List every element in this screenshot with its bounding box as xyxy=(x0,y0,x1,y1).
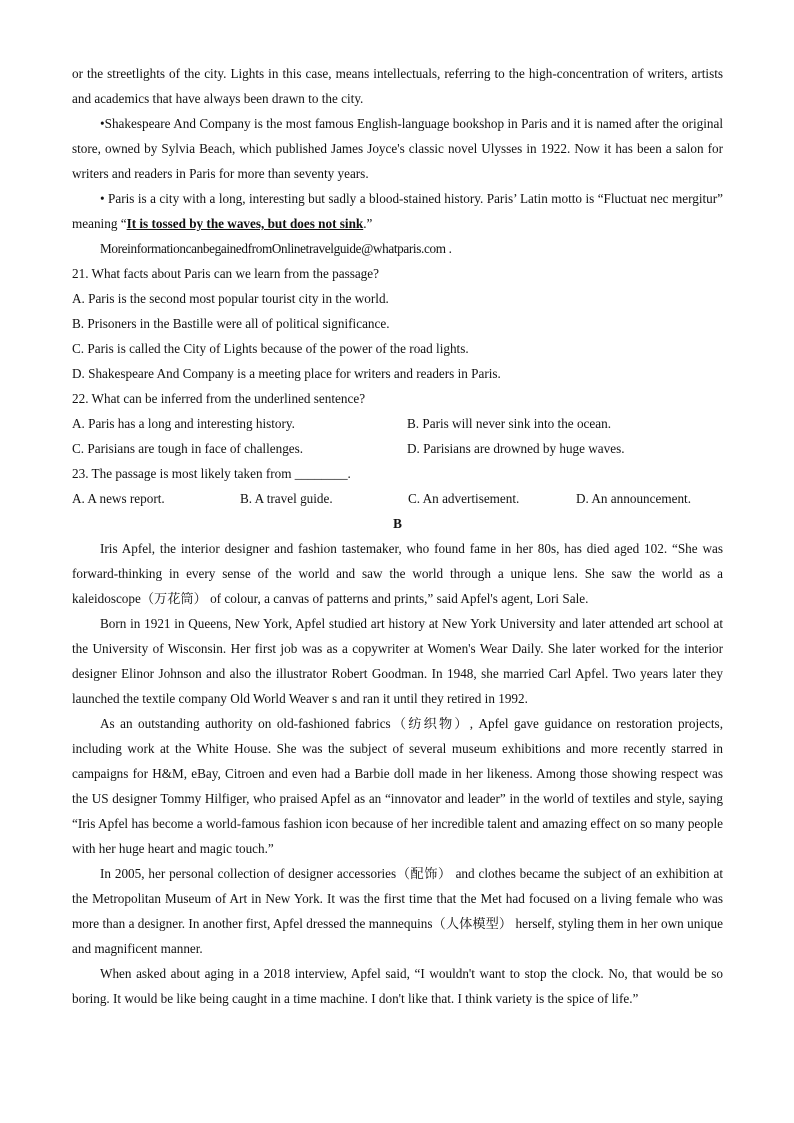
motto-intro: • Paris is a city with a long, interesting but sadly a blood-stained history. Paris’ Latin motto is “Fluctuat nec mergitur” meaning “ xyxy=(72,191,723,231)
question-option: C. Paris is called the City of Lights because of the power of the road lights. xyxy=(72,341,469,356)
more-info-line: MoreinformationcanbegainedfromOnlinetravelguide@whatparis.com . xyxy=(100,241,452,256)
question-option: C. An advertisement. xyxy=(408,491,520,506)
question-21 xyxy=(72,261,723,386)
passage-a-paragraph xyxy=(72,186,723,236)
question-option: D. Parisians are drowned by huge waves. xyxy=(407,441,625,456)
passage-a-paragraph: •Shakespeare And Company is the most famous English-language bookshop in Paris and it is named after the original store, owned by Sylvia Beach, which published James Joyce's classic novel Ulysses in 1922. Now it has been a salon for writers and readers in Paris for more than seventy years. xyxy=(72,116,723,181)
passage-b-paragraph: Iris Apfel, the interior designer and fashion tastemaker, who found fame in her 80s, has died aged 102. “She was forward-thinking in every sense of the world and saw the world through a unique lens. She saw the world as a kaleidoscope（万花筒） of colour, a canvas of patterns and prints,” said Apfel's agent, Lori Sale. xyxy=(72,541,723,606)
question-stem: 23. The passage is most likely taken from ________. xyxy=(72,466,351,481)
question-option: A. Paris is the second most popular tourist city in the world. xyxy=(72,291,389,306)
question-stem: 21. What facts about Paris can we learn from the passage? xyxy=(72,266,379,281)
passage-b-paragraph: As an outstanding authority on old-fashioned fabrics（纺织物）, Apfel gave guidance on restoration projects, including work at the White House. She was the subject of several museum exhibitions and more recently starred in campaigns for H&M, eBay, Citroen and even had a Barbie doll made in her likeness. Among those showing respect was the US designer Tommy Hilfiger, who praised Apfel as an “innovator and leader” in the world of textiles and style, saying “Iris Apfel has become a world-famous fashion icon because of her incredible talent and amazing effect on so many people with her huge heart and magic touch.” xyxy=(72,716,723,856)
question-option: D. Shakespeare And Company is a meeting place for writers and readers in Paris. xyxy=(72,366,501,381)
section-b-heading: B xyxy=(393,516,402,531)
question-option: D. An announcement. xyxy=(576,491,691,506)
option-grid xyxy=(72,411,723,461)
underlined-sentence: It is tossed by the waves, but does not sink xyxy=(126,216,364,231)
question-option: B. Paris will never sink into the ocean. xyxy=(407,416,612,431)
passage-a-paragraph: or the streetlights of the city. Lights in this case, means intellectuals, referring to the high-concentration of writers, artists and academics that have always been drawn to the city. xyxy=(72,66,723,106)
question-option: A. A news report. xyxy=(72,491,165,506)
question-option: B. A travel guide. xyxy=(240,491,333,506)
passage-b-paragraph: In 2005, her personal collection of designer accessories（配饰） and clothes became the subject of an exhibition at the Metropolitan Museum of Art in New York. It was the first time that the Met had focused on a living female who was more than a designer. In another first, Apfel dressed the mannequins（人体模型） herself, styling them in her own unique and magnificent manner. xyxy=(72,866,723,956)
question-stem: 22. What can be inferred from the underlined sentence? xyxy=(72,391,366,406)
question-23 xyxy=(72,461,723,511)
passage-b-paragraph: When asked about aging in a 2018 interview, Apfel said, “I wouldn't want to stop the clock. No, that would be so boring. It would be like being caught in a time machine. I don't like that. I think variety is the spice of life.” xyxy=(72,966,723,1006)
question-option: A. Paris has a long and interesting history. xyxy=(72,416,295,431)
motto-close: .” xyxy=(363,216,373,231)
question-option: C. Parisians are tough in face of challenges. xyxy=(72,441,304,456)
passage-b-paragraph: Born in 1921 in Queens, New York, Apfel studied art history at New York University and later attended art school at the University of Wisconsin. Her first job was as a copywriter at Women's Wear Daily. She later worked for the interior designer Elinor Johnson and also the illustrator Robert Goodman. In 1948, she married Carl Apfel. Two years later they launched the textile company Old World Weaver s and ran it until they retired in 1992. xyxy=(72,616,723,706)
option-grid xyxy=(72,486,723,511)
question-22 xyxy=(72,386,723,461)
document-page xyxy=(72,61,723,1011)
question-option: B. Prisoners in the Bastille were all of political significance. xyxy=(72,316,390,331)
